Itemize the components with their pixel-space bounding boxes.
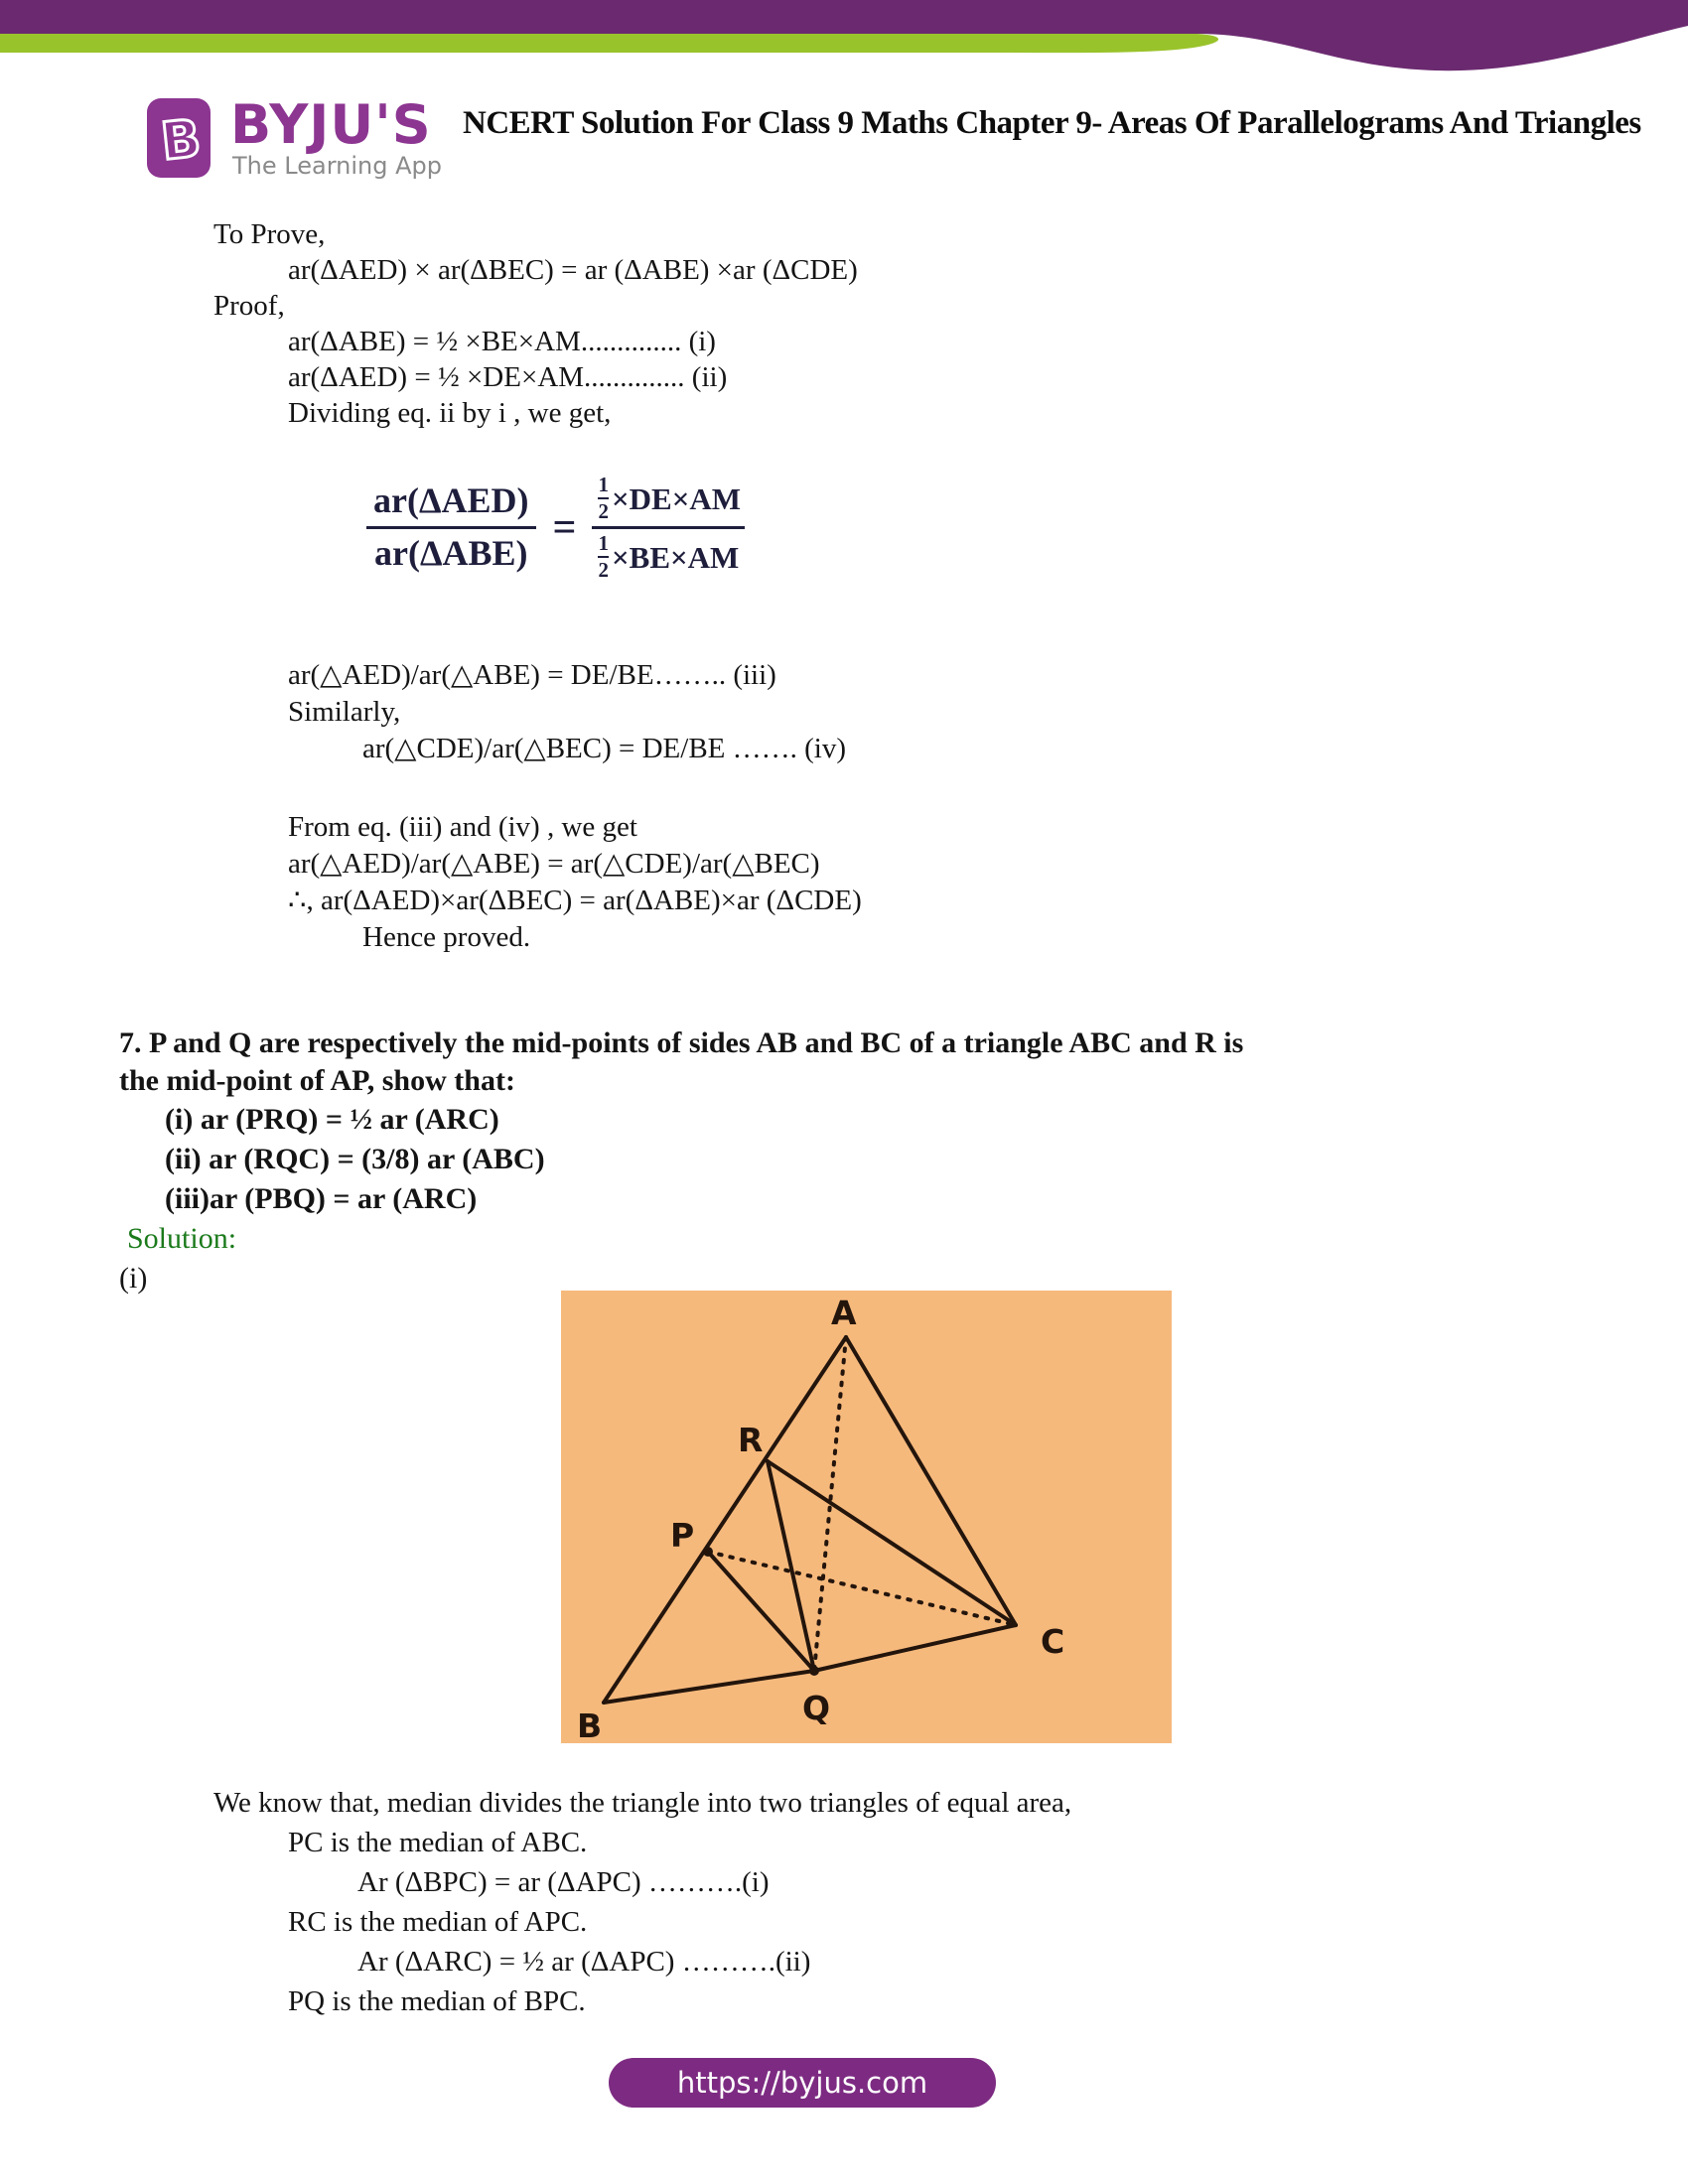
from-eq-line: From eq. (iii) and (iv) , we get xyxy=(288,811,637,843)
label-Q: Q xyxy=(802,1689,831,1727)
equation-iv: ar(△CDE)/ar(△BEC) = DE/BE ……. (iv) xyxy=(362,733,846,764)
equation-i: ar(ΔABE) = ½ ×BE×AM.............. (i) xyxy=(288,326,716,357)
half-fraction xyxy=(598,533,609,581)
formula-rhs-denominator xyxy=(592,526,745,585)
question-item-i: (i) ar (PRQ) = ½ ar (ARC) xyxy=(165,1103,499,1136)
solution-line-6: PQ is the median of BPC. xyxy=(288,1985,586,2017)
half-numerator: 1 xyxy=(598,473,609,496)
solution-label: Solution: xyxy=(127,1222,237,1255)
question-line-2: the mid-point of AP, show that: xyxy=(119,1064,515,1097)
rhs-denominator-text: ×BE×AM xyxy=(611,539,740,575)
question-line-1: 7. P and Q are respectively the mid-points of sides AB and BC of a triangle ABC and R is xyxy=(119,1026,1244,1059)
therefore-equation: ∴, ar(ΔAED)×ar(ΔBEC) = ar(ΔABE)×ar (ΔCDE) xyxy=(288,885,862,916)
proof-label: Proof, xyxy=(213,290,285,322)
label-B: B xyxy=(577,1706,603,1743)
solution-line-4: RC is the median of APC. xyxy=(288,1906,588,1938)
byjus-url-text: https://byjus.com xyxy=(676,2066,928,2100)
similarly-line: Similarly, xyxy=(288,696,401,728)
question-7 xyxy=(119,1024,1243,1298)
equation-ii: ar(ΔAED) = ½ ×DE×AM.............. (ii) xyxy=(288,361,728,393)
triangle-diagram xyxy=(561,1291,1172,1743)
solution-text-block xyxy=(213,1783,1071,2021)
formula-equals-sign: = xyxy=(552,504,577,551)
byjus-url-pill[interactable] xyxy=(609,2058,996,2108)
label-R: R xyxy=(738,1421,764,1459)
label-C: C xyxy=(1041,1622,1065,1661)
byjus-logo-badge xyxy=(147,98,211,178)
half-numerator: 1 xyxy=(598,531,609,555)
label-P: P xyxy=(670,1516,695,1555)
dividing-line: Dividing eq. ii by i , we get, xyxy=(288,397,612,429)
solution-line-1: We know that, median divides the triangle into two triangles of equal area, xyxy=(213,1787,1072,1819)
byjus-b-icon xyxy=(147,98,211,178)
to-prove-label: To Prove, xyxy=(213,218,326,250)
formula-rhs-numerator xyxy=(592,471,747,526)
question-item-ii: (ii) ar (RQC) = (3/8) ar (ABC) xyxy=(165,1143,545,1175)
rhs-numerator-text: ×DE×AM xyxy=(611,480,742,516)
formula-lhs-numerator: ar(ΔAED) xyxy=(373,480,529,521)
derivation-block-2 xyxy=(288,809,862,956)
half-denominator: 2 xyxy=(598,558,609,582)
byjus-brand-text: BYJU'S xyxy=(230,93,432,156)
combined-equation: ar(△AED)/ar(△ABE) = ar(△CDE)/ar(△BEC) xyxy=(288,848,820,880)
proof-block xyxy=(213,216,858,431)
half-fraction xyxy=(598,475,609,522)
formula-rhs-fraction xyxy=(592,471,747,585)
to-prove-equation: ar(ΔAED) × ar(ΔBEC) = ar (ΔABE) ×ar (ΔCDE) xyxy=(288,254,858,286)
formula-lhs-fraction xyxy=(365,481,537,573)
equation-iii: ar(△AED)/ar(△ABE) = DE/BE…….. (iii) xyxy=(288,659,776,691)
half-denominator: 2 xyxy=(598,499,609,523)
solution-part-label: (i) xyxy=(119,1262,148,1295)
header-green-band xyxy=(0,34,1218,53)
byjus-tagline: The Learning App xyxy=(232,152,442,180)
solution-equation-ii: Ar (ΔARC) = ½ ar (ΔAPC) ……….(ii) xyxy=(357,1946,811,1978)
vertex-dot-P xyxy=(703,1547,713,1557)
solution-line-2: PC is the median of ABC. xyxy=(288,1827,588,1858)
fraction-formula xyxy=(365,471,747,585)
derivation-block-1 xyxy=(288,657,846,767)
solution-equation-i: Ar (ΔBPC) = ar (ΔAPC) ……….(i) xyxy=(357,1866,770,1898)
diagram-background xyxy=(561,1291,1172,1743)
svg-text:B: B xyxy=(158,108,204,173)
hence-proved: Hence proved. xyxy=(362,921,531,953)
question-item-iii: (iii)ar (PBQ) = ar (ARC) xyxy=(165,1182,478,1215)
page-title: NCERT Solution For Class 9 Maths Chapter 9- Areas Of Parallelograms And Triangles xyxy=(463,105,1641,141)
formula-lhs-denominator: ar(ΔABE) xyxy=(366,526,536,574)
label-A: A xyxy=(831,1294,857,1332)
vertex-dot-Q xyxy=(809,1666,819,1676)
